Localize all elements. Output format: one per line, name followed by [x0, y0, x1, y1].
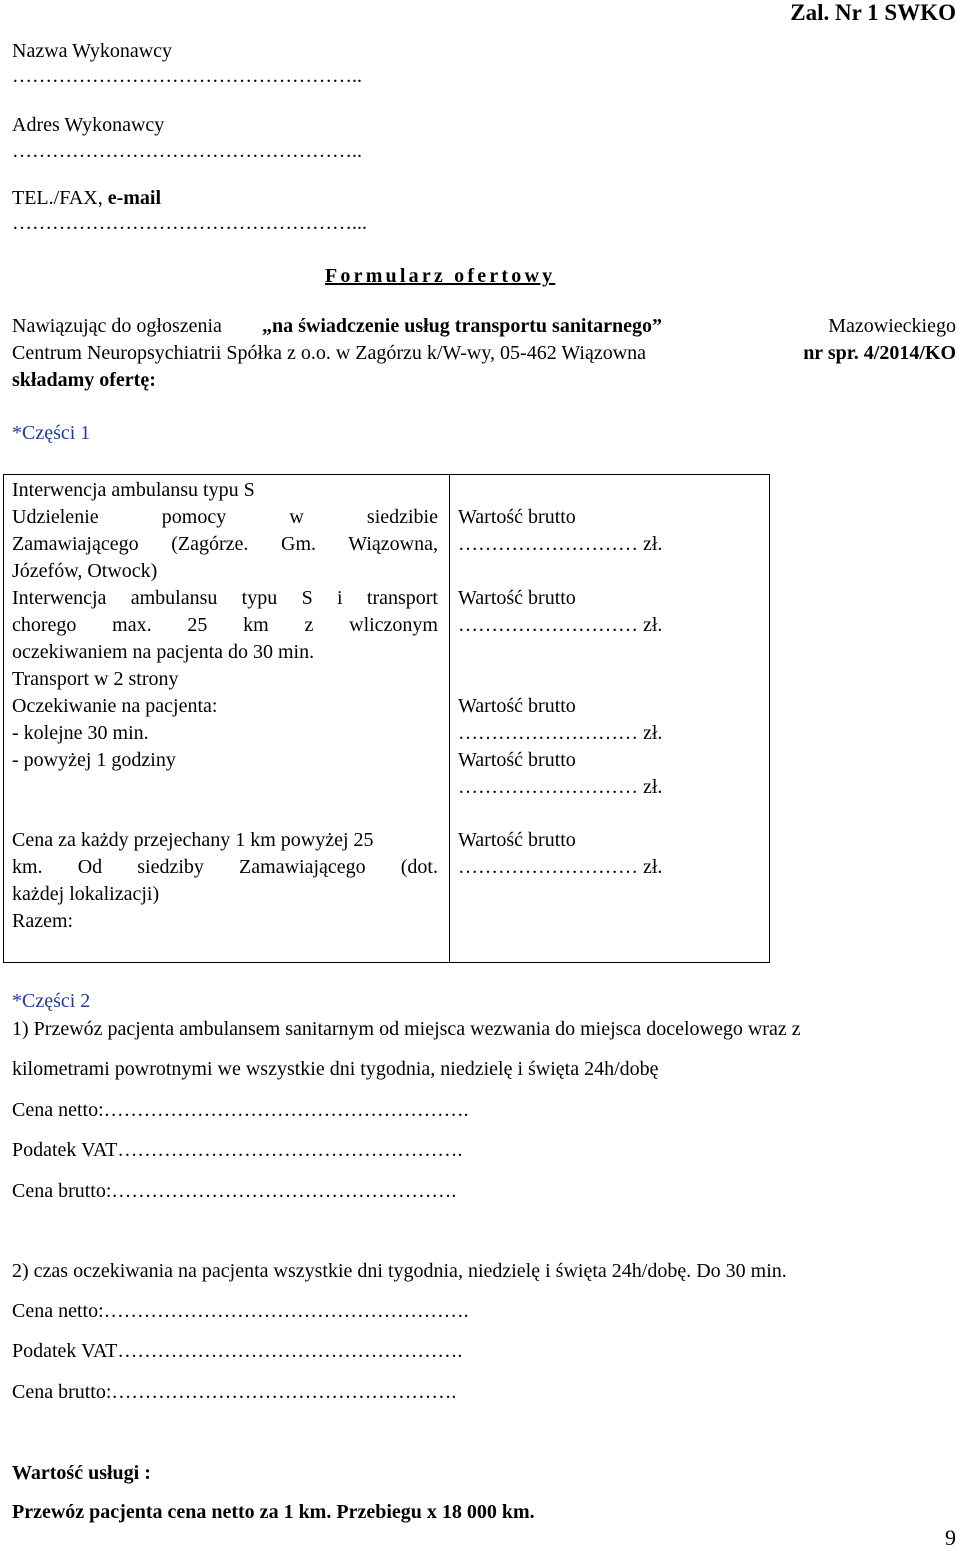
contact-label-email: e-mail: [107, 187, 162, 209]
service-value-label: Wartość usługi :: [12, 1462, 151, 1484]
offer-table: [3, 474, 770, 963]
vat-field-1: Podatek VAT…………………………………………….: [12, 1139, 463, 1161]
part2-item2-line1: 2) czas oczekiwania na pacjenta wszystkie dni tygodnia, niedzielę i święta 24h/dobę. Do 30 min.: [12, 1260, 787, 1282]
left-line-13: km. Od siedziby Zamawiającego (dot.: [12, 856, 438, 878]
left-line-12: Cena za każdy przejechany 1 km powyżej 25: [12, 829, 374, 851]
left-line-5: Interwencja ambulansu typu S i transport: [12, 587, 438, 609]
left-line-15: Razem:: [12, 910, 74, 932]
contractor-address-dots: ……………………………………………..: [12, 140, 362, 162]
contractor-name-label: Nazwa Wykonawcy: [12, 40, 173, 62]
intro-line-3: składamy ofertę:: [12, 369, 156, 391]
part2-heading: *Części 2: [12, 990, 91, 1012]
left-line-8: Transport w 2 strony: [12, 668, 179, 690]
part2-item1-line1: 1) Przewóz pacjenta ambulansem sanitarnym od miejsca wezwania do miejsca docelowego wraz z: [12, 1018, 801, 1040]
part2-item1-line2: kilometrami powrotnymi we wszystkie dni tygodnia, niedzielę i święta 24h/dobę: [12, 1058, 659, 1080]
amount-line-4: ……………………… zł.: [458, 776, 663, 798]
amount-line-1: ……………………… zł.: [458, 533, 663, 555]
contact-label-part1: TEL./FAX,: [12, 187, 108, 209]
part1-heading: *Części 1: [12, 422, 91, 444]
amount-line-2: ……………………… zł.: [458, 614, 663, 636]
contractor-name-dots: ……………………………………………..: [12, 65, 362, 87]
value-label-3: Wartość brutto: [458, 695, 576, 717]
value-label-4: Wartość brutto: [458, 749, 576, 771]
vat-field-2: Podatek VAT…………………………………………….: [12, 1340, 463, 1362]
value-label-5: Wartość brutto: [458, 829, 576, 851]
gross-price-field-2: Cena brutto:…………………………………………….: [12, 1381, 457, 1403]
left-line-9: Oczekiwanie na pacjenta:: [12, 695, 218, 717]
intro-line-1a: Nawiązując do ogłoszenia: [12, 315, 222, 337]
net-price-field-2: Cena netto:……………………………………………….: [12, 1300, 469, 1322]
value-label-2: Wartość brutto: [458, 587, 576, 609]
left-line-1: Interwencja ambulansu typu S: [12, 479, 255, 501]
left-line-3: Zamawiającego (Zagórze. Gm. Wiązowna,: [12, 533, 438, 555]
intro-line-2a: Centrum Neuropsychiatrii Spółka z o.o. w Zagórzu k/W-wy, 05-462 Wiązowna: [12, 342, 647, 364]
left-line-4: Józefów, Otwock): [12, 560, 158, 582]
value-label-1: Wartość brutto: [458, 506, 576, 528]
amount-line-3: ……………………… zł.: [458, 722, 663, 744]
contact-dots: ……………………………………………...: [12, 212, 367, 234]
left-line-7: oczekiwaniem na pacjenta do 30 min.: [12, 641, 315, 663]
transport-note: Przewóz pacjenta cena netto za 1 km. Przebiegu x 18 000 km.: [12, 1501, 535, 1523]
contact-label: [12, 185, 161, 212]
left-line-2: Udzielenie pomocy w siedzibie: [12, 506, 438, 528]
intro-line-1b: „na świadczenie usług transportu sanitarnego”: [262, 315, 663, 337]
offer-table-left-cell: [4, 475, 450, 963]
contractor-address-label: Adres Wykonawcy: [12, 114, 165, 136]
left-line-14: każdej lokalizacji): [12, 883, 160, 905]
left-line-11: - powyżej 1 godziny: [12, 749, 176, 771]
amount-line-5: ……………………… zł.: [458, 856, 663, 878]
gross-price-field-1: Cena brutto:…………………………………………….: [12, 1180, 457, 1202]
page-number: 9: [945, 1525, 956, 1550]
left-line-6: chorego max. 25 km z wliczonym: [12, 614, 438, 636]
form-title: Formularz ofertowy: [325, 265, 556, 287]
offer-table-right-cell: [450, 475, 770, 963]
net-price-field-1: Cena netto:……………………………………………….: [12, 1099, 469, 1121]
intro-line-1c: Mazowieckiego: [828, 315, 956, 337]
intro-line-2b: nr spr. 4/2014/KO: [803, 342, 956, 364]
left-line-10: - kolejne 30 min.: [12, 722, 149, 744]
attachment-label: Zal. Nr 1 SWKO: [790, 0, 956, 25]
